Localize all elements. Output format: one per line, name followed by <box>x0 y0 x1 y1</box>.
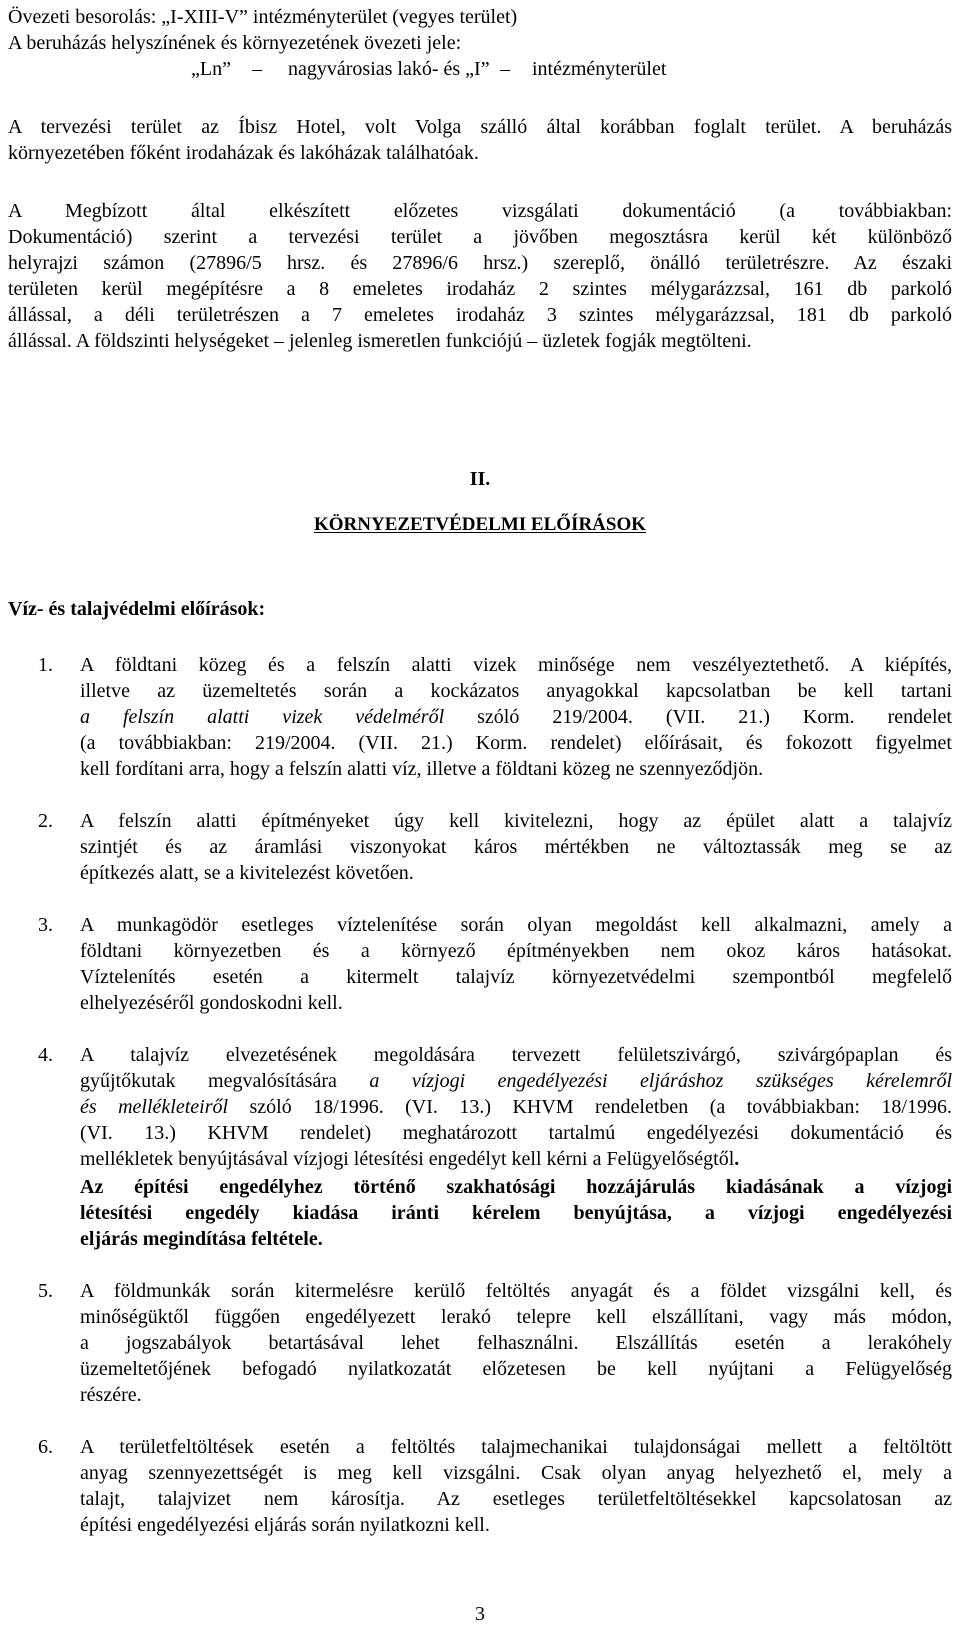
item-number: 6. <box>38 1436 53 1458</box>
regulation-title: és mellékleteiről <box>80 1096 229 1118</box>
item-4-line: A talajvíz elvezetésének megoldására tervezett felületszivárgó, szivárgópaplan és <box>80 1044 952 1066</box>
item-3-line: A munkagödör esetleges víztelenítése során olyan megoldást kell alkalmazni, amely a <box>80 914 952 936</box>
section-title <box>0 512 960 538</box>
item-1-line: (a továbbiakban: 219/2004. (VII. 21.) Korm. rendelet) előírásait, és fokozott figyelmet <box>80 732 952 754</box>
item-number: 4. <box>38 1044 53 1066</box>
item-4-line-start: gyűjtőkutak megvalósítására <box>80 1070 370 1092</box>
section-number: II. <box>469 468 491 490</box>
zone-label: A beruházás helyszínének és környezetének övezeti jele: <box>8 32 462 54</box>
item-4-line <box>80 1068 952 1094</box>
intro-p2-line: állással, a déli területrészen a 7 emeletes irodaház 3 szintes mélygarázzsal, 181 db parkoló <box>8 304 952 326</box>
intro-p2-line: helyrajzi számon (27896/5 hrsz. és 27896/6 hrsz.) szereplő, önálló területrészre. Az északi <box>8 252 952 274</box>
item-4-line: (VI. 13.) KHVM rendelet) meghatározott tartalmú engedélyezési dokumentáció és <box>80 1122 952 1144</box>
regulation-title: a vízjogi engedélyezési eljáráshoz szükséges kérelemről <box>369 1070 952 1092</box>
item-number: 1. <box>38 654 53 676</box>
item-5-line: A földmunkák során kitermelésre kerülő feltöltés anyagát és a földet vizsgálni kell, és <box>80 1280 952 1302</box>
item-2-line: szintjét és az áramlási viszonyokat káros mértékben ne változtassák meg se az <box>80 836 952 858</box>
item-2-line: építkezés alatt, se a kivitelezést követően. <box>80 862 414 884</box>
item-3-line: földtani környezetben és a környező építményekben nem okoz káros hatásokat. <box>80 940 952 962</box>
intro-p2-line: Dokumentáció) szerint a tervezési terület a jövőben megosztásra kerül két különböző <box>8 226 952 248</box>
item-number: 3. <box>38 914 53 936</box>
item-6-line: talajt, talajvizet nem károsítja. Az esetleges területfeltöltésekkel kapcsolatosan az <box>80 1488 952 1510</box>
item-4-line <box>80 1094 952 1120</box>
item-4-bold-line: létesítési engedély kiadása iránti kérelem benyújtása, a vízjogi engedélyezési <box>80 1202 952 1224</box>
intro-p1-line: környezetében főként irodaházak és lakóházak találhatóak. <box>8 142 479 164</box>
item-4-line <box>80 1146 952 1172</box>
item-2-line: A felszín alatti építményeket úgy kell kivitelezni, hogy az épület alatt a talajvíz <box>80 810 952 832</box>
zoning-line: Övezeti besorolás: „I-XIII-V” intézményterület (vegyes terület) <box>8 6 518 28</box>
item-1-line <box>80 704 952 730</box>
item-4-line-text: mellékletek benyújtásával vízjogi létesítési engedélyt kell kérni a Felügyelőségtől <box>80 1148 735 1170</box>
item-3-line: Víztelenítés esetén a kitermelt talajvíz környezetvédelmi szempontból megfelelő <box>80 966 952 988</box>
page-number: 3 <box>475 1603 485 1625</box>
item-number: 5. <box>38 1280 53 1302</box>
zone-text-b: intézményterület <box>532 58 667 80</box>
intro-p2-line: állással. A földszinti helységeket – jelenleg ismeretlen funkciójú – üzletek fogják megtölteni. <box>8 330 752 352</box>
item-5-line: minőségüktől függően engedélyezett lerakó telepre kell elszállítani, vagy más módon, <box>80 1306 952 1328</box>
item-number: 2. <box>38 810 53 832</box>
zone-dash-a: – <box>252 58 262 80</box>
zone-text-a: nagyvárosias lakó- és „I” <box>288 58 490 80</box>
item-4-bold-line: eljárás megindítása feltétele. <box>80 1228 323 1250</box>
item-6-line: építési engedélyezési eljárás során nyilatkozni kell. <box>80 1514 490 1536</box>
intro-p1-line: A tervezési terület az Íbisz Hotel, volt Volga szálló által korábban foglalt terület. A beruházás <box>8 116 952 138</box>
section-subtitle: Víz- és talajvédelmi előírások: <box>8 598 266 620</box>
item-6-line: anyag szennyezettségét is meg kell vizsgálni. Csak olyan anyag helyezhető el, mely a <box>80 1462 952 1484</box>
item-6-line: A területfeltöltések esetén a feltöltés talajmechanikai tulajdonságai mellett a feltöltött <box>80 1436 952 1458</box>
section-title-text: KÖRNYEZETVÉDELMI ELŐÍRÁSOK <box>313 514 647 535</box>
item-3-line: elhelyezéséről gondoskodni kell. <box>80 992 343 1014</box>
item-1-line-rest: szóló 219/2004. (VII. 21.) Korm. rendelet <box>444 706 952 728</box>
item-1-line: kell fordítani arra, hogy a felszín alatti víz, illetve a földtani közeg ne szennyeződjön. <box>80 758 764 780</box>
zone-dash-b: – <box>500 58 510 80</box>
item-5-line: üzemeltetőjének befogadó nyilatkozatát előzetesen be kell nyújtani a Felügyelőség <box>80 1358 952 1380</box>
intro-p2-line: A Megbízott által elkészített előzetes vizsgálati dokumentáció (a továbbiakban: <box>8 200 952 222</box>
zone-value-ln: „Ln” <box>191 58 231 80</box>
item-1-line: A földtani közeg és a felszín alatti vizek minősége nem veszélyeztethető. A kiépítés, <box>80 654 952 676</box>
item-5-line: részére. <box>80 1384 142 1406</box>
intro-p2-line: területen kerül megépítésre a 8 emeletes irodaház 2 szintes mélygarázzsal, 161 db parkoló <box>8 278 952 300</box>
item-4-line-rest: szóló 18/1996. (VI. 13.) KHVM rendeletben (a továbbiakban: 18/1996. <box>228 1096 952 1118</box>
item-5-line: a jogszabályok betartásával lehet felhasználni. Elszállítás esetén a lerakóhely <box>80 1332 952 1354</box>
regulation-title: a felszín alatti vizek védelméről <box>80 706 445 728</box>
item-1-line: illetve az üzemeltetés során a kockázatos anyagokkal kapcsolatban be kell tartani <box>80 680 952 702</box>
item-4-line-dot: . <box>734 1148 740 1170</box>
item-4-bold-line: Az építési engedélyhez történő szakhatósági hozzájárulás kiadásának a vízjogi <box>80 1176 952 1198</box>
